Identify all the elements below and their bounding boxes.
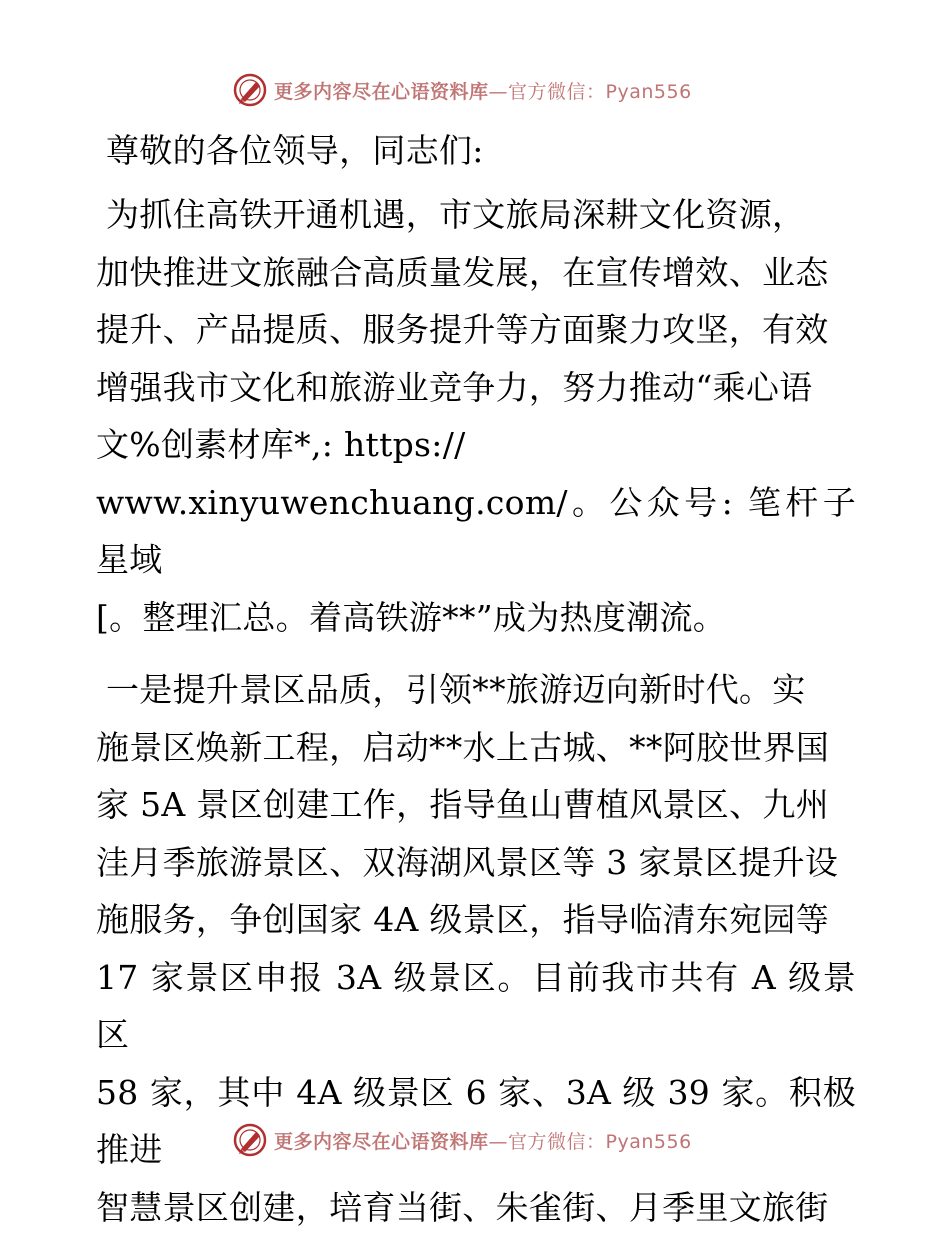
paragraph-line: 增强我市文化和旅游业竞争力，努力推动“乘心语 bbox=[96, 359, 856, 417]
watermark-brand: 更多内容尽在心语资料库 bbox=[274, 81, 489, 103]
paragraph-line: 智慧景区创建，培育当街、朱雀街、月季里文旅街 bbox=[96, 1179, 856, 1236]
paragraph-line: 提升、产品提质、服务提升等方面聚力攻坚，有效 bbox=[96, 301, 856, 359]
paragraph-line: 58 家，其中 4A 级景区 6 家、3A 级 39 家。积极推进 bbox=[96, 1064, 856, 1179]
paragraph-1 bbox=[96, 186, 856, 646]
paragraph-line: 为抓住高铁开通机遇，市文旅局深耕文化资源， bbox=[96, 186, 856, 244]
pen-logo-icon bbox=[232, 72, 268, 108]
watermark-banner-bottom bbox=[232, 1120, 692, 1160]
watermark-wechat: 官方微信：Pyan556 bbox=[508, 81, 692, 103]
paragraph-line: 家 5A 景区创建工作，指导鱼山曹植风景区、九州 bbox=[96, 776, 856, 834]
greeting: 尊敬的各位领导，同志们: bbox=[96, 122, 856, 180]
paragraph-line: 文%创素材库*,: https:// bbox=[96, 416, 856, 474]
paragraph-line: www.xinyuwenchuang.com/。公众号: 笔杆子星域 bbox=[96, 474, 856, 589]
paragraph-line: 洼月季旅游景区、双海湖风景区等 3 家景区提升设 bbox=[96, 834, 856, 892]
watermark-dash: — bbox=[489, 81, 509, 103]
paragraph-line: 加快推进文旅融合高质量发展，在宣传增效、业态 bbox=[96, 244, 856, 302]
paragraph-line: 施景区焕新工程，启动**水上古城、**阿胶世界国 bbox=[96, 719, 856, 777]
paragraph-line: [。整理汇总。着高铁游**”成为热度潮流。 bbox=[96, 589, 856, 647]
watermark-wechat: 官方微信：Pyan556 bbox=[508, 1131, 692, 1153]
watermark-text bbox=[274, 77, 692, 104]
document-body bbox=[96, 122, 856, 1236]
watermark-dash: — bbox=[489, 1131, 509, 1153]
paragraph-line: 一是提升景区品质，引领**旅游迈向新时代。实 bbox=[96, 661, 856, 719]
watermark-brand: 更多内容尽在心语资料库 bbox=[274, 1131, 489, 1153]
paragraph-line: 施服务，争创国家 4A 级景区，指导临清东宛园等 bbox=[96, 891, 856, 949]
pen-logo-icon bbox=[232, 1122, 268, 1158]
watermark-banner-top bbox=[232, 70, 692, 110]
watermark-text bbox=[274, 1127, 692, 1154]
paragraph-line: 17 家景区申报 3A 级景区。目前我市共有 A 级景区 bbox=[96, 949, 856, 1064]
